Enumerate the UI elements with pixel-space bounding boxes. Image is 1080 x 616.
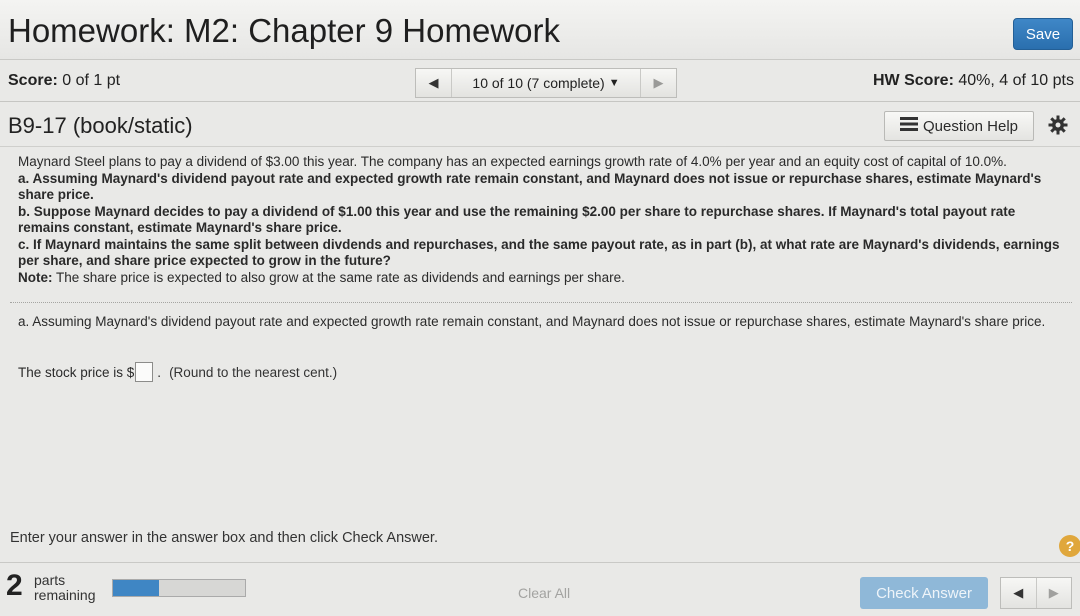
question-help-button[interactable] xyxy=(884,111,1034,141)
question-header xyxy=(0,103,1080,147)
rounding-hint: (Round to the nearest cent.) xyxy=(169,364,338,380)
previous-question-button[interactable] xyxy=(416,69,452,97)
triangle-right-icon: ▶ xyxy=(653,75,664,90)
triangle-left-icon: ◀ xyxy=(428,75,439,90)
current-part-prompt: a. Assuming Maynard's dividend payout rate and expected growth rate remain constant, and Maynard does not issue or repurchase shares, estimate Maynard's share price. xyxy=(18,314,1046,329)
instruction-text: Enter your answer in the answer box and then click Check Answer. xyxy=(10,530,438,546)
problem-part-b: b. Suppose Maynard decides to pay a dividend of $1.00 this year and use the remaining $2.00 per share to repurchase shares. If Maynard's total payout rate remains constant, estimate Maynard's share price. xyxy=(18,203,1016,235)
question-select-dropdown[interactable] xyxy=(452,69,640,97)
parts-remaining-count: 2 xyxy=(6,569,23,602)
problem-part-a: a. Assuming Maynard's dividend payout rate and expected growth rate remain constant, and Maynard does not issue or repurchase shares, estimate Maynard's share price. xyxy=(18,170,1042,202)
question-position: 10 of 10 (7 complete) xyxy=(472,75,605,91)
answer-prefix: The stock price is $ xyxy=(18,364,135,380)
hw-score-value: 40%, 4 of 10 pts xyxy=(958,72,1074,89)
footer-previous-button[interactable] xyxy=(1001,578,1037,608)
check-answer-button[interactable]: Check Answer xyxy=(860,577,988,609)
gear-icon[interactable] xyxy=(1046,113,1070,137)
triangle-right-icon: ▶ xyxy=(1048,585,1059,600)
triangle-down-icon: ▼ xyxy=(608,77,620,89)
footer-question-navigator xyxy=(1000,577,1072,609)
note-text: The share price is expected to also grow at the same rate as dividends and earnings per share. xyxy=(52,269,625,285)
header-bar xyxy=(0,0,1080,60)
hw-score xyxy=(873,72,1074,90)
parts-progress-bar xyxy=(112,579,246,597)
problem-part-c: c. If Maynard maintains the same split between divdends and repurchases, and the same payout rate, as in part (b), at what rate are Maynard's dividends, earnings per share, and share price expected to grow in the future? xyxy=(18,236,1060,268)
problem-note xyxy=(18,270,1068,287)
note-label: Note: xyxy=(18,269,53,285)
question-help-label: Question Help xyxy=(922,117,1019,135)
question-score xyxy=(8,72,120,90)
footer-bar xyxy=(0,562,1080,616)
problem-intro: Maynard Steel plans to pay a dividend of $3.00 this year. The company has an expected earnings growth rate of 4.0% per year and an equity cost of capital of 10.0%. xyxy=(18,154,1007,169)
answer-suffix: . xyxy=(157,364,162,380)
list-icon xyxy=(900,117,918,135)
progress-fill xyxy=(113,580,159,596)
save-button[interactable]: Save xyxy=(1013,18,1073,50)
divider xyxy=(10,302,1072,303)
answer-line xyxy=(18,362,337,382)
parts-label-line1: parts xyxy=(34,572,66,588)
parts-remaining-label xyxy=(34,573,95,603)
problem-statement xyxy=(18,154,1068,286)
triangle-left-icon: ◀ xyxy=(1013,585,1024,600)
hw-score-label: HW Score: xyxy=(873,72,954,89)
answer-input[interactable] xyxy=(135,362,153,382)
score-label: Score: xyxy=(8,72,58,89)
page-title: Homework: M2: Chapter 9 Homework xyxy=(8,12,561,49)
score-bar xyxy=(0,62,1080,102)
score-value: 0 of 1 pt xyxy=(62,72,121,89)
question-navigator xyxy=(415,68,677,98)
parts-label-line2: remaining xyxy=(34,587,96,603)
question-circle-icon[interactable]: ? xyxy=(1059,535,1080,557)
clear-all-button[interactable]: Clear All xyxy=(518,585,571,601)
next-question-button[interactable] xyxy=(640,69,676,97)
question-id: B9-17 (book/static) xyxy=(8,113,193,138)
footer-next-button[interactable] xyxy=(1037,578,1072,608)
